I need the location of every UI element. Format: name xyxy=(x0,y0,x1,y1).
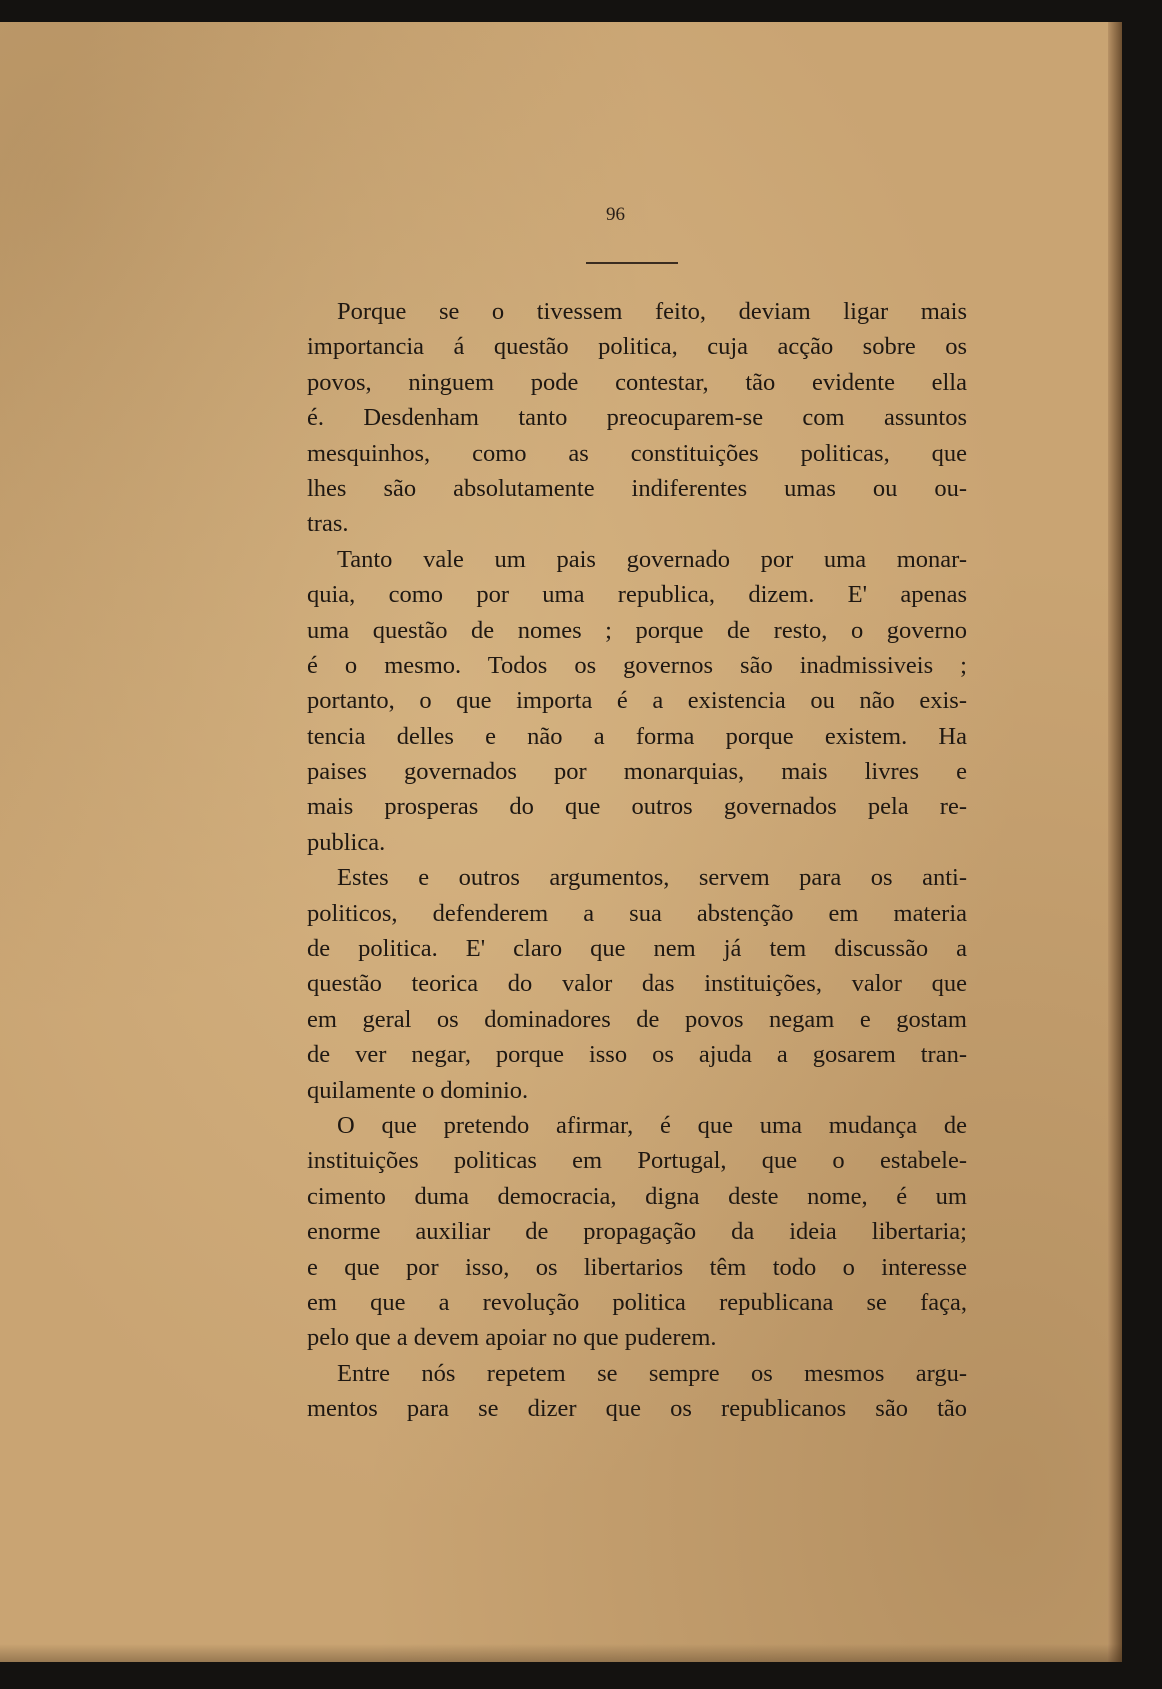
text-line: quia, como por uma republica, dizem. E' apenas xyxy=(307,581,967,609)
text-line: é. Desdenham tanto preocuparem-se com assuntos xyxy=(307,404,967,432)
text-line: em que a revolução politica republicana se faça, xyxy=(307,1288,967,1316)
text-line: mais prosperas do que outros governados pela re- xyxy=(307,793,967,821)
body-text xyxy=(307,294,967,1427)
text-line: cimento duma democracia, digna deste nome, é um xyxy=(307,1182,967,1210)
text-line: lhes são absolutamente indiferentes umas ou ou- xyxy=(307,474,967,502)
text-line: Tanto vale um pais governado por uma monar- xyxy=(337,545,967,573)
text-line: mentos para se dizer que os republicanos são tão xyxy=(307,1395,967,1423)
text-line: Porque se o tivessem feito, deviam ligar mais xyxy=(337,298,967,325)
text-line: mesquinhos, como as constituições politicas, que xyxy=(307,439,967,467)
text-line: O que pretendo afirmar, é que uma mudança de xyxy=(337,1111,967,1139)
text-line: Estes e outros argumentos, servem para os anti- xyxy=(337,864,967,892)
text-line: de politica. E' claro que nem já tem discussão a xyxy=(307,935,967,963)
text-line: quilamente o dominio. xyxy=(307,1076,529,1104)
book-page xyxy=(0,22,1122,1662)
text-line: questão teorica do valor das instituições, valor que xyxy=(307,970,967,998)
page-number: 96 xyxy=(606,204,625,225)
text-line: paises governados por monarquias, mais livres e xyxy=(307,758,967,786)
text-line: Entre nós repetem se sempre os mesmos argu- xyxy=(337,1359,967,1387)
text-line: e que por isso, os libertarios têm todo o interesse xyxy=(307,1253,967,1281)
text-line: instituições politicas em Portugal, que o estabele- xyxy=(307,1147,967,1175)
bottom-edge-shadow xyxy=(0,1644,1122,1662)
header-rule xyxy=(586,262,678,264)
text-line: publica. xyxy=(307,828,386,856)
page-edge-shadow xyxy=(1108,22,1122,1662)
text-line: é o mesmo. Todos os governos são inadmissiveis ; xyxy=(307,651,967,679)
text-line: pelo que a devem apoiar no que puderem. xyxy=(307,1324,717,1352)
text-line: enorme auxiliar de propagação da ideia libertaria; xyxy=(307,1218,967,1246)
text-line: politicos, defenderem a sua abstenção em materia xyxy=(307,899,967,927)
text-line: em geral os dominadores de povos negam e gostam xyxy=(307,1005,967,1033)
text-line: povos, ninguem pode contestar, tão evidente ella xyxy=(307,368,967,396)
text-line: uma questão de nomes ; porque de resto, o governo xyxy=(307,616,967,644)
text-line: de ver negar, porque isso os ajuda a gosarem tran- xyxy=(307,1041,967,1069)
text-line: portanto, o que importa é a existencia ou não exis- xyxy=(307,687,967,715)
text-line: importancia á questão politica, cuja acção sobre os xyxy=(307,333,967,361)
text-line: tras. xyxy=(307,510,349,538)
text-line: tencia delles e não a forma porque existem. Ha xyxy=(307,722,967,750)
